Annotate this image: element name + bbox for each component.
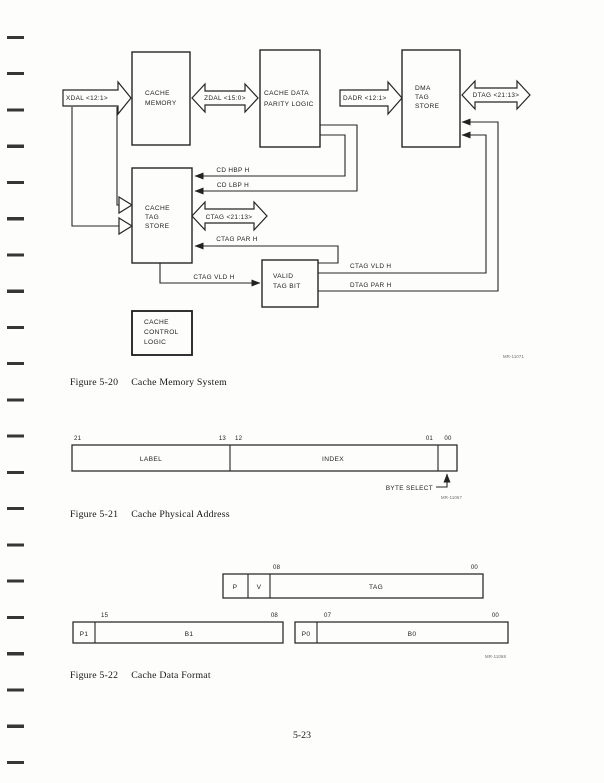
xdal-signal-label: XDAL <12:1> xyxy=(66,95,108,102)
byte-select-label: BYTE SELECT xyxy=(385,485,433,492)
tag-field: TAG xyxy=(368,584,384,591)
ctag-par-signal-label: CTAG PAR H xyxy=(216,236,258,243)
xdal-branch-wire-upper xyxy=(117,107,119,205)
bit-12: 12 xyxy=(235,435,243,442)
p1-field: P1 xyxy=(79,631,89,638)
figure-5-20-diagram xyxy=(63,50,530,359)
bit-01: 01 xyxy=(425,435,433,442)
fig22-caption xyxy=(70,670,211,681)
label-field: LABEL xyxy=(139,456,163,463)
fig22-mr-number: MR-11068 xyxy=(485,654,506,659)
cache-control-logic-label: LOGIC xyxy=(144,339,167,346)
figure-5-21-diagram xyxy=(72,435,462,500)
cache-tag-store-box xyxy=(132,168,192,263)
b1-lo-bit: 08 xyxy=(270,612,278,619)
parity-logic-label: PARITY LOGIC xyxy=(264,101,314,108)
cache-memory-label: CACHE xyxy=(145,90,170,97)
fig21-caption xyxy=(70,509,230,520)
xdal-branch-arrowhead-upper xyxy=(119,197,132,213)
b1-field: B1 xyxy=(184,631,194,638)
fig20-caption xyxy=(70,377,227,388)
figure-5-22-diagram xyxy=(73,564,508,659)
cache-data-parity-logic-box xyxy=(260,50,320,147)
b0-field: B0 xyxy=(407,631,417,638)
cd-lbp-signal-label: CD LBP H xyxy=(216,182,250,189)
zdal-signal-label: ZDAL <15:0> xyxy=(204,95,246,102)
b1-word-box xyxy=(73,622,283,643)
fig20-caption-title: Cache Memory System xyxy=(131,377,227,388)
cache-tag-store-label: STORE xyxy=(145,223,170,230)
xdal-branch-wire-lower xyxy=(72,107,119,226)
cache-tag-store-label: TAG xyxy=(145,214,160,221)
bit-21: 21 xyxy=(74,435,82,442)
p-field: P xyxy=(232,584,238,591)
fig21-caption-number: Figure 5-21 xyxy=(70,509,119,520)
tag-hi-bit: 08 xyxy=(273,564,281,571)
fig20-mr-number: MR-11071 xyxy=(503,354,524,359)
b0-word-box xyxy=(295,622,508,643)
ctag-vld-in-signal-label: CTAG VLD H xyxy=(193,274,235,281)
p0-field: P0 xyxy=(301,631,311,638)
tag-word-box xyxy=(223,574,483,598)
dtag-par-signal-label: DTAG PAR H xyxy=(350,282,392,289)
valid-tag-bit-label: TAG BIT xyxy=(273,283,301,290)
b0-lo-bit: 00 xyxy=(491,612,499,619)
dma-tag-store-label: DMA xyxy=(415,85,431,92)
cache-tag-store-label: CACHE xyxy=(145,205,170,212)
fig20-caption-number: Figure 5-20 xyxy=(70,377,119,388)
cache-memory-box xyxy=(132,52,190,145)
b1-hi-bit: 15 xyxy=(101,612,109,619)
valid-tag-bit-label: VALID xyxy=(273,273,294,280)
address-word-box xyxy=(72,445,457,471)
cache-control-logic-label: CONTROL xyxy=(144,329,179,336)
index-field: INDEX xyxy=(322,456,344,463)
tag-lo-bit: 00 xyxy=(470,564,478,571)
cache-memory-label: MEMORY xyxy=(145,100,177,107)
dadr-signal-label: DADR <12:1> xyxy=(343,95,387,102)
dtag-signal-label: DTAG <21:13> xyxy=(472,92,520,99)
cd-hbp-signal-label: CD HBP H xyxy=(216,167,250,174)
dma-tag-store-label: TAG xyxy=(415,94,430,101)
xdal-branch-arrowhead-lower xyxy=(119,218,132,234)
v-field: V xyxy=(256,584,262,591)
ctag-vld-out-signal-label: CTAG VLD H xyxy=(350,263,392,270)
page-number: 5-23 xyxy=(293,730,311,741)
fig22-caption-title: Cache Data Format xyxy=(131,670,211,681)
ctag-vld-out-wire xyxy=(318,135,486,273)
b0-hi-bit: 07 xyxy=(324,612,332,619)
cache-control-logic-label: CACHE xyxy=(144,319,169,326)
parity-logic-label: CACHE DATA xyxy=(264,90,310,97)
dma-tag-store-box xyxy=(402,50,460,147)
dma-tag-store-label: STORE xyxy=(415,103,440,110)
fig21-mr-number: MR-11067 xyxy=(441,495,462,500)
byte-select-pointer xyxy=(436,474,447,487)
fig22-caption-number: Figure 5-22 xyxy=(70,670,119,681)
ctag-signal-label: CTAG <21:13> xyxy=(205,214,253,221)
bit-13: 13 xyxy=(218,435,226,442)
fig21-caption-title: Cache Physical Address xyxy=(131,509,230,520)
bit-00: 00 xyxy=(444,435,452,442)
